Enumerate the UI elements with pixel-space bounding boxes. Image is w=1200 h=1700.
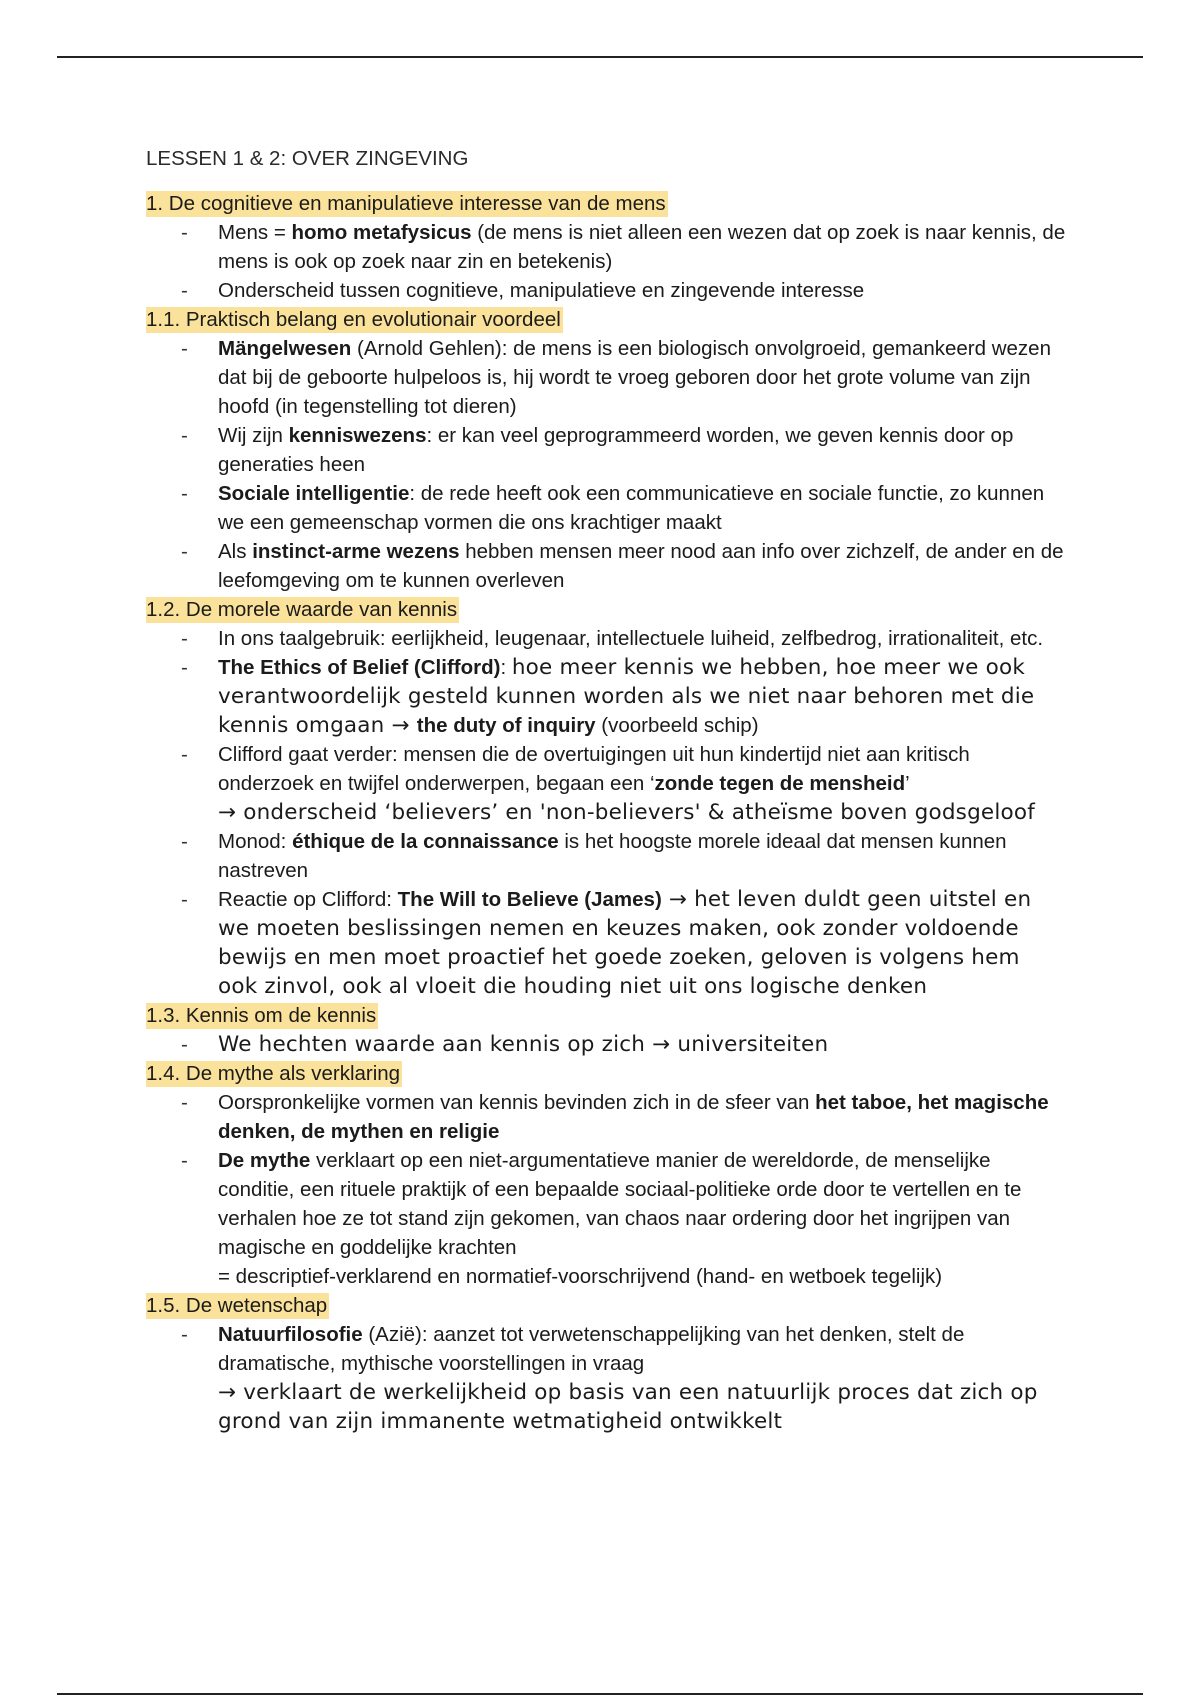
list-item: - Mängelwesen (Arnold Gehlen): de mens is een biologisch onvolgroeid, gemankeerd wezen dat bij de geboorte hulpeloos is, hij wordt te vroeg geboren door het grote volume van zijn hoofd (in tegenstelling tot dieren): [146, 334, 1066, 421]
section-heading: [146, 1291, 1066, 1320]
list-item: - Oorspronkelijke vormen van kennis bevinden zich in de sfeer van het taboe, het magische denken, de mythen en religie: [146, 1088, 1066, 1146]
section-heading: [146, 1001, 1066, 1030]
section-heading-text: 1.3. Kennis om de kennis: [146, 1004, 377, 1027]
bullet-list: [146, 1088, 1066, 1291]
bullet-list: [146, 1320, 1066, 1436]
section-heading: [146, 189, 1066, 218]
bullet-list: [146, 624, 1066, 1001]
list-item: - De mythe verklaart op een niet-argumentatieve manier de wereldorde, de menselijke conditie, een rituele praktijk of een bepaalde sociaal-politieke orde door te vertellen en te verhalen hoe ze tot stand zijn gekomen, van chaos naar ordering door het ingrijpen van magische en goddelijke krachten = descriptief-verklarend en normatief-voorschrijvend (hand- en wetboek tegelijk): [146, 1146, 1066, 1291]
bullet-list: [146, 334, 1066, 595]
section-heading-text: 1.1. Praktisch belang en evolutionair voordeel: [146, 308, 561, 331]
list-item: - Onderscheid tussen cognitieve, manipulatieve en zingevende interesse: [146, 276, 1066, 305]
document-body: [146, 144, 1066, 1436]
page-top-rule: [57, 56, 1143, 58]
list-item: - Sociale intelligentie: de rede heeft ook een communicatieve en sociale functie, zo kunnen we een gemeenschap vormen die ons krachtiger maakt: [146, 479, 1066, 537]
page-title: LESSEN 1 & 2: OVER ZINGEVING: [146, 147, 469, 170]
list-item: - Als instinct-arme wezens hebben mensen meer nood aan info over zichzelf, de ander en de leefomgeving om te kunnen overleven: [146, 537, 1066, 595]
section-heading-text: 1.2. De morele waarde van kennis: [146, 598, 458, 621]
bullet-list: [146, 1030, 1066, 1059]
section-heading: [146, 595, 1066, 624]
section-heading-text: 1.4. De mythe als verklaring: [146, 1062, 401, 1085]
list-item: - Monod: éthique de la connaissance is het hoogste morele ideaal dat mensen kunnen nastreven: [146, 827, 1066, 885]
section-heading: [146, 305, 1066, 334]
list-item: - Reactie op Clifford: The Will to Believe (James) → het leven duldt geen uitstel en we moeten beslissingen nemen en keuzes maken, ook zonder voldoende bewijs en men moet proactief het goede zoeken, geloven is volgens hem ook zinvol, ook al vloeit die houding niet uit ons logische denken: [146, 885, 1066, 1001]
section-heading-text: 1. De cognitieve en manipulatieve interesse van de mens: [146, 192, 666, 215]
page-bottom-rule: [57, 1693, 1143, 1695]
list-item: - Mens = homo metafysicus (de mens is niet alleen een wezen dat op zoek is naar kennis, de mens is ook op zoek naar zin en betekenis): [146, 218, 1066, 276]
list-item: - The Ethics of Belief (Clifford): hoe meer kennis we hebben, hoe meer we ook verantwoordelijk gesteld kunnen worden als we niet naar behoren met die kennis omgaan → the duty of inquiry (voorbeeld schip): [146, 653, 1066, 740]
list-item: - Clifford gaat verder: mensen die de overtuigingen uit hun kindertijd niet aan kritisch onderzoek en twijfel onderwerpen, begaan een ‘zonde tegen de mensheid’ → onderscheid ‘believers’ en 'non-believers' & atheïsme boven godsgeloof: [146, 740, 1066, 827]
section-heading-text: 1.5. De wetenschap: [146, 1294, 328, 1317]
list-item: - Wij zijn kenniswezens: er kan veel geprogrammeerd worden, we geven kennis door op generaties heen: [146, 421, 1066, 479]
list-item: - In ons taalgebruik: eerlijkheid, leugenaar, intellectuele luiheid, zelfbedrog, irrationaliteit, etc.: [146, 624, 1066, 653]
section-heading: [146, 1059, 1066, 1088]
list-item: - We hechten waarde aan kennis op zich → universiteiten: [146, 1030, 1066, 1059]
bullet-list: [146, 218, 1066, 305]
list-item: - Natuurfilosofie (Azië): aanzet tot verwetenschappelijking van het denken, stelt de dramatische, mythische voorstellingen in vraag → verklaart de werkelijkheid op basis van een natuurlijk proces dat zich op grond van zijn immanente wetmatigheid ontwikkelt: [146, 1320, 1066, 1436]
